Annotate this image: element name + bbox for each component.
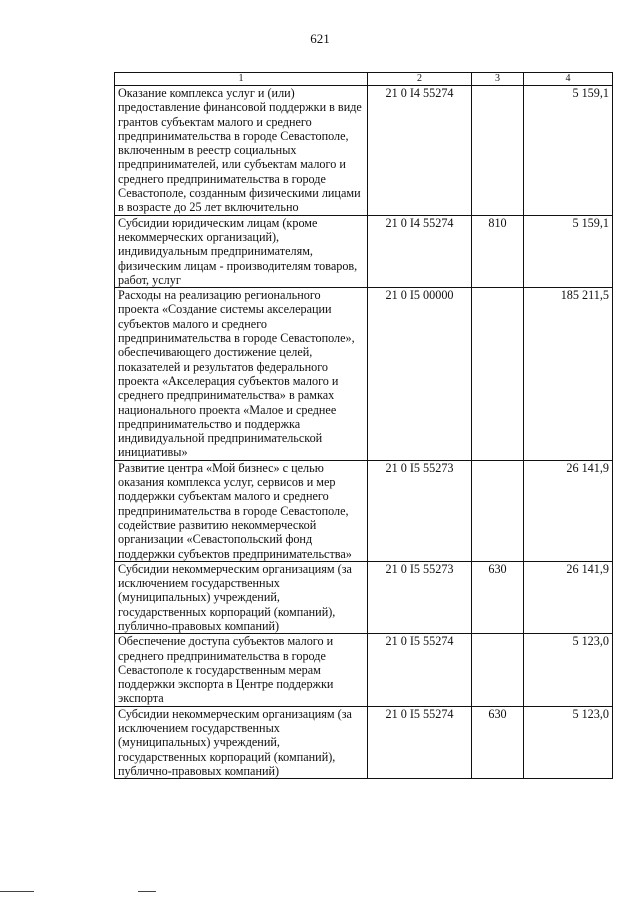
row-sum: 26 141,9 — [524, 561, 613, 633]
row-type: 630 — [472, 561, 524, 633]
scan-mark-center — [138, 891, 156, 892]
table-row — [115, 86, 613, 216]
row-type — [472, 634, 524, 706]
row-name: Развитие центра «Мой бизнес» с целью оказания комплекса услуг, сервисов и мер поддержки субъектам малого и среднего предпринимательства в городе Севастополе, содействие развитию некоммерческой организации «Севастопольский фонд поддержки субъектов предпринимательства» — [115, 460, 368, 561]
row-name: Расходы на реализацию регионального проекта «Создание системы акселерации субъектов малого и среднего предпринимательства в городе Севастополе», обеспечивающего достижение целей, показателей и результатов федерального проекта «Акселерация субъектов малого и среднего предпринимательства» в рамках национального проекта «Малое и среднее предпринимательство и поддержка индивидуальной предпринимательской инициативы» — [115, 288, 368, 461]
column-header-type: 3 — [472, 73, 524, 86]
table-row — [115, 460, 613, 561]
row-name: Субсидии некоммерческим организациям (за исключением государственных (муниципальных) учреждений, государственных корпораций (компаний), публично-правовых компаний) — [115, 561, 368, 633]
row-sum: 5 123,0 — [524, 706, 613, 778]
row-code: 21 0 I5 00000 — [368, 288, 472, 461]
table-row — [115, 706, 613, 778]
row-type: 810 — [472, 215, 524, 287]
table-row — [115, 215, 613, 287]
page-number: 621 — [310, 31, 330, 46]
table-row — [115, 561, 613, 633]
row-name: Оказание комплекса услуг и (или) предоставление финансовой поддержки в виде грантов субъектам малого и среднего предпринимательства в городе Севастополе, включенным в реестр социальных предпринимателей, или субъектам малого и среднего предпринимательства в городе Севастополе, созданным физическими лицами в возрасте до 25 лет включительно — [115, 86, 368, 216]
row-code: 21 0 I4 55274 — [368, 215, 472, 287]
row-type — [472, 86, 524, 216]
column-header-sum: 4 — [524, 73, 613, 86]
column-header-code: 2 — [368, 73, 472, 86]
column-header-name: 1 — [115, 73, 368, 86]
table-header-row — [115, 73, 613, 86]
row-name: Субсидии юридическим лицам (кроме некоммерческих организаций), индивидуальным предпринимателям, физическим лицам - производителям товаров, работ, услуг — [115, 215, 368, 287]
row-code: 21 0 I5 55274 — [368, 634, 472, 706]
row-name: Обеспечение доступа субъектов малого и среднего предпринимательства в городе Севастополе к государственным мерам поддержки экспорта в Центре поддержки экспорта — [115, 634, 368, 706]
row-code: 21 0 I5 55274 — [368, 706, 472, 778]
budget-table — [114, 72, 613, 779]
row-sum: 26 141,9 — [524, 460, 613, 561]
row-sum: 5 123,0 — [524, 634, 613, 706]
table-row — [115, 634, 613, 706]
table-row — [115, 288, 613, 461]
row-sum: 185 211,5 — [524, 288, 613, 461]
row-code: 21 0 I4 55274 — [368, 86, 472, 216]
row-sum: 5 159,1 — [524, 86, 613, 216]
row-type — [472, 288, 524, 461]
row-name: Субсидии некоммерческим организациям (за исключением государственных (муниципальных) учреждений, государственных корпораций (компаний), публично-правовых компаний) — [115, 706, 368, 778]
row-code: 21 0 I5 55273 — [368, 561, 472, 633]
row-code: 21 0 I5 55273 — [368, 460, 472, 561]
row-type: 630 — [472, 706, 524, 778]
row-sum: 5 159,1 — [524, 215, 613, 287]
scan-mark-left — [0, 891, 34, 892]
row-type — [472, 460, 524, 561]
